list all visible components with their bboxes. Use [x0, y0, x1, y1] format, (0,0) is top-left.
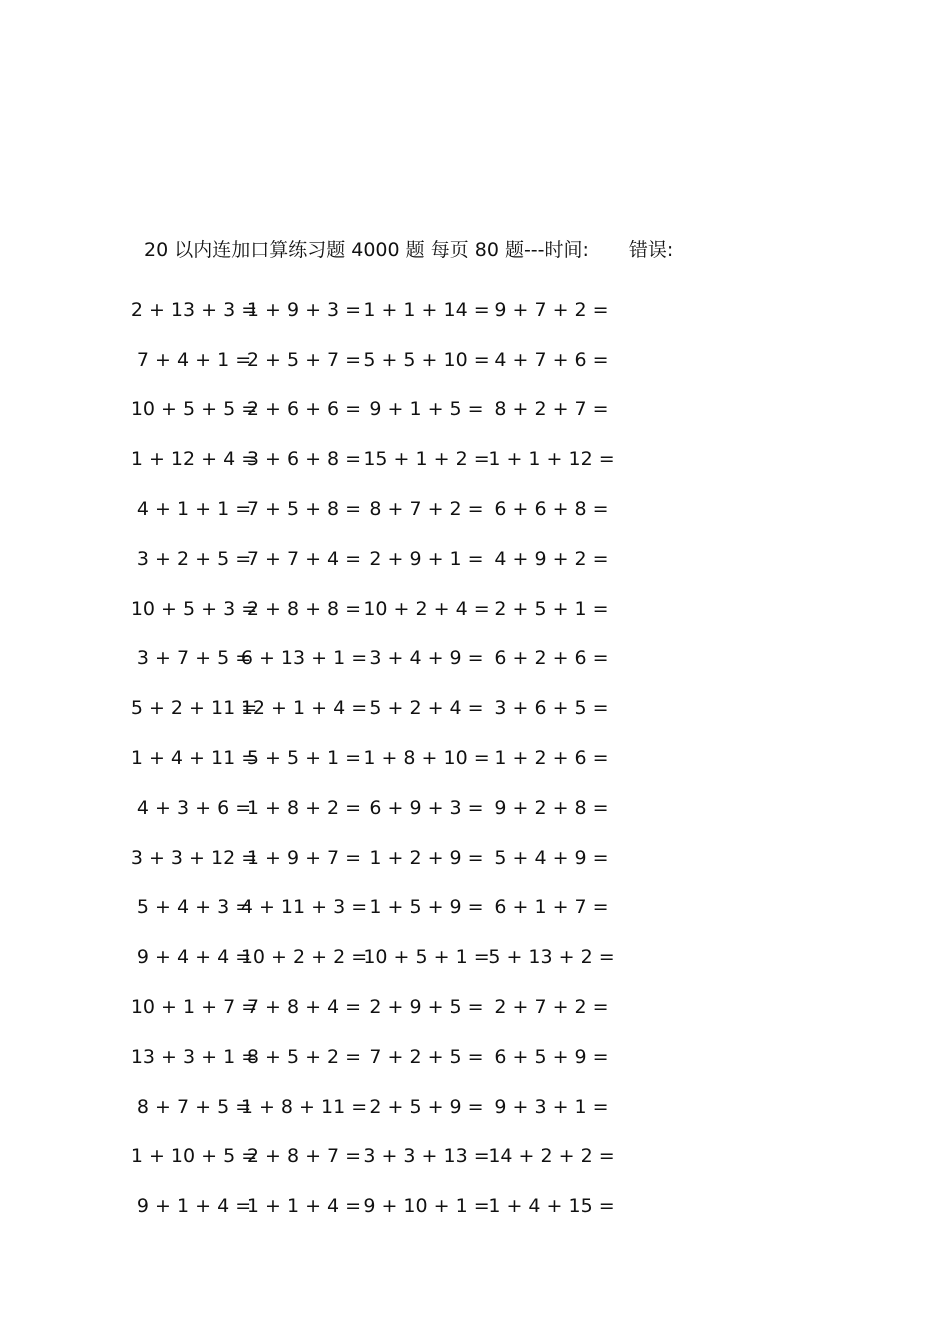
problem-row [130, 1132, 664, 1182]
problem-item: 15 + 1 + 2 = [363, 448, 490, 471]
problem-item: 6 + 13 + 1 = [240, 647, 368, 670]
problem-item: 1 + 4 + 11 = [130, 747, 258, 770]
problem-item: 12 + 1 + 4 = [240, 697, 368, 720]
problem-item: 2 + 5 + 7 = [246, 348, 362, 371]
problem-row [136, 484, 664, 534]
problem-row [130, 434, 664, 484]
problem-item: 1 + 9 + 7 = [246, 846, 362, 869]
problem-item: 6 + 2 + 6 = [494, 647, 609, 670]
problem-item: 2 + 5 + 9 = [369, 1095, 484, 1118]
problem-item: 5 + 5 + 1 = [246, 747, 362, 770]
problem-item: 5 + 2 + 11 = [130, 697, 258, 720]
problem-item: 2 + 5 + 1 = [494, 597, 609, 620]
problem-item: 9 + 3 + 1 = [494, 1095, 609, 1118]
problem-item: 3 + 6 + 8 = [246, 448, 362, 471]
problem-row [136, 883, 664, 933]
problem-item: 5 + 13 + 2 = [488, 946, 615, 969]
problem-item: 3 + 7 + 5 = [136, 647, 252, 670]
problem-item: 9 + 1 + 4 = [136, 1195, 252, 1218]
problem-item: 8 + 2 + 7 = [494, 398, 609, 421]
problem-item: 6 + 9 + 3 = [369, 796, 484, 819]
problem-item: 3 + 6 + 5 = [494, 697, 609, 720]
problem-item: 3 + 3 + 12 = [130, 846, 258, 869]
problem-item: 7 + 7 + 4 = [246, 547, 362, 570]
problem-item: 5 + 2 + 4 = [369, 697, 484, 720]
problem-row [130, 584, 664, 634]
problem-item: 9 + 7 + 2 = [494, 298, 609, 321]
problem-item: 6 + 6 + 8 = [494, 498, 609, 521]
problem-row [130, 1032, 664, 1082]
problem-item: 6 + 1 + 7 = [494, 896, 609, 919]
problem-item: 1 + 8 + 11 = [240, 1095, 368, 1118]
problem-item: 2 + 8 + 7 = [246, 1145, 362, 1168]
problem-item: 10 + 2 + 4 = [363, 597, 490, 620]
problem-item: 2 + 8 + 8 = [246, 597, 362, 620]
problem-row [130, 385, 664, 435]
problem-item: 10 + 5 + 3 = [130, 597, 258, 620]
problem-row [136, 634, 664, 684]
problem-item: 9 + 2 + 8 = [494, 796, 609, 819]
problem-row [136, 1181, 664, 1231]
problem-item: 3 + 3 + 13 = [363, 1145, 490, 1168]
problem-grid [130, 285, 664, 1231]
problem-item: 9 + 1 + 5 = [369, 398, 484, 421]
problem-item: 1 + 4 + 15 = [488, 1195, 615, 1218]
problem-item: 1 + 10 + 5 = [130, 1145, 258, 1168]
problem-item: 5 + 5 + 10 = [363, 348, 490, 371]
problem-row [136, 534, 664, 584]
problem-item: 1 + 1 + 4 = [246, 1195, 362, 1218]
problem-item: 14 + 2 + 2 = [488, 1145, 615, 1168]
problem-row [130, 683, 664, 733]
problem-item: 1 + 12 + 4 = [130, 448, 258, 471]
problem-row [136, 335, 664, 385]
worksheet-title: 20 以内连加口算练习题 4000 题 每页 80 题---时间: [144, 239, 589, 261]
problem-item: 1 + 1 + 14 = [363, 298, 490, 321]
problem-item: 2 + 9 + 1 = [369, 547, 484, 570]
problem-item: 10 + 2 + 2 = [240, 946, 368, 969]
problem-item: 2 + 13 + 3 = [130, 298, 258, 321]
problem-item: 7 + 8 + 4 = [246, 996, 362, 1019]
problem-item: 1 + 1 + 12 = [488, 448, 615, 471]
problem-item: 9 + 4 + 4 = [136, 946, 252, 969]
problem-item: 2 + 7 + 2 = [494, 996, 609, 1019]
problem-row [130, 982, 664, 1032]
problem-item: 6 + 5 + 9 = [494, 1045, 609, 1068]
problem-item: 1 + 8 + 2 = [246, 796, 362, 819]
problem-item: 2 + 9 + 5 = [369, 996, 484, 1019]
problem-item: 4 + 3 + 6 = [136, 796, 252, 819]
problem-item: 9 + 10 + 1 = [363, 1195, 490, 1218]
problem-row [130, 733, 664, 783]
problem-row [136, 783, 664, 833]
problem-item: 10 + 5 + 1 = [363, 946, 490, 969]
problem-item: 3 + 4 + 9 = [369, 647, 484, 670]
problem-item: 8 + 5 + 2 = [246, 1045, 362, 1068]
problem-item: 8 + 7 + 5 = [136, 1095, 252, 1118]
worksheet-header [144, 236, 673, 264]
problem-item: 13 + 3 + 1 = [130, 1045, 258, 1068]
problem-item: 4 + 1 + 1 = [136, 498, 252, 521]
problem-item: 2 + 6 + 6 = [246, 398, 362, 421]
problem-item: 10 + 1 + 7 = [130, 996, 258, 1019]
problem-row [130, 285, 664, 335]
problem-item: 1 + 8 + 10 = [363, 747, 490, 770]
problem-item: 5 + 4 + 9 = [494, 846, 609, 869]
problem-item: 4 + 11 + 3 = [240, 896, 368, 919]
problem-item: 7 + 2 + 5 = [369, 1045, 484, 1068]
problem-item: 1 + 5 + 9 = [369, 896, 484, 919]
problem-item: 4 + 9 + 2 = [494, 547, 609, 570]
problem-item: 1 + 2 + 9 = [369, 846, 484, 869]
problem-item: 1 + 9 + 3 = [246, 298, 362, 321]
problem-item: 7 + 4 + 1 = [136, 348, 252, 371]
problem-item: 8 + 7 + 2 = [369, 498, 484, 521]
problem-item: 10 + 5 + 5 = [130, 398, 258, 421]
problem-item: 3 + 2 + 5 = [136, 547, 252, 570]
errors-label: 错误: [628, 239, 674, 261]
problem-item: 5 + 4 + 3 = [136, 896, 252, 919]
problem-item: 4 + 7 + 6 = [494, 348, 609, 371]
problem-row [136, 932, 664, 982]
problem-row [130, 833, 664, 883]
problem-item: 1 + 2 + 6 = [494, 747, 609, 770]
problem-row [136, 1082, 664, 1132]
problem-item: 7 + 5 + 8 = [246, 498, 362, 521]
